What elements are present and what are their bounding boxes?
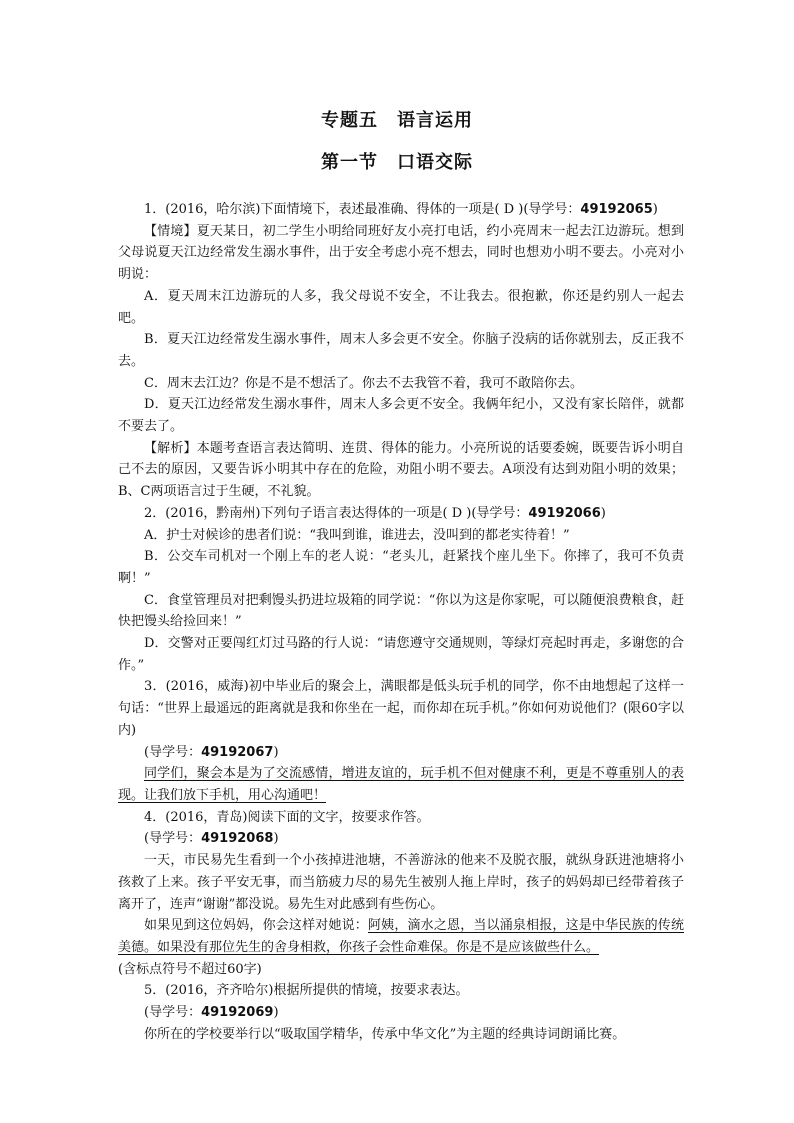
question-1-context: 【情境】夏天某日，初二学生小明给同班好友小亮打电话，约小亮周末一起去江边游玩。想到父母说夏天江边经常发生溺水事件，出于安全考虑小亮不想去，同时也想劝小明不要去。小亮对小明说：	[118, 223, 684, 283]
question-3-guide: (导学号：49192067)	[144, 744, 279, 760]
question-1-option-c: C．周末去江边？你是不是不想活了。你去不去我管不着，我可不敢陪你去。	[144, 375, 583, 391]
question-1-option-b: B．夏天江边经常发生溺水事件，周末人多会更不安全。你脑子没病的话你就别去，反正我不去。	[118, 332, 684, 369]
question-4-answer: 阿姨，滴水之恩，当以涌泉相报，这是中华民族的传统美德。如果没有那位先生的舍身相救，你孩子会性命难保。你是不是应该做些什么。	[118, 918, 684, 955]
question-2-option-c: C．食堂管理员对把剩馒头扔进垃圾箱的同学说：“你以为这是你家呢，可以随便浪费粮食，赶快把馒头给捡回来！”	[118, 592, 684, 630]
question-3-stem: 3．(2016，威海)初中毕业后的聚会上，满眼都是低头玩手机的同学，你不由地想起了这样一句话：“世界上最遥远的距离就是我和你坐在一起，而你却在玩手机。”你如何劝说他们？(限60字以内)	[118, 679, 684, 738]
guide-code: 49192065	[580, 202, 653, 217]
question-2-option-d: D．交警对正要闯红灯过马路的行人说：“请您遵守交通规则，等绿灯亮起时再走，多谢您的合作。”	[118, 636, 684, 673]
guide-code: 49192068	[201, 831, 274, 847]
document-body	[118, 199, 684, 1045]
question-4-note: (含标点符号不超过60字)	[118, 961, 262, 977]
question-5-stem: 5．(2016，齐齐哈尔)根据所提供的情境，按要求表达。	[144, 983, 469, 999]
question-4-prompt: 如果见到这位妈妈，你会这样对她说：	[144, 918, 368, 934]
question-5-guide: (导学号：49192069)	[144, 1005, 279, 1021]
question-1-option-a: A．夏天周末江边游玩的人多，我父母说不安全，不让我去。很抱歉，你还是约别人一起去吧。	[118, 288, 684, 326]
question-4-stem: 4．(2016，青岛)阅读下面的文字，按要求作答。	[144, 809, 430, 825]
question-2-stem: 2．(2016，黔南州)下列句子语言表达得体的一项是( D )(导学号：49192066)	[144, 505, 606, 521]
guide-code: 49192067	[201, 744, 274, 760]
question-2-option-a: A．护士对候诊的患者们说：“我叫到谁，谁进去，没叫到的都老实待着！”	[144, 527, 570, 543]
guide-code: 49192069	[201, 1005, 274, 1021]
question-4-passage: 一天，市民易先生看到一个小孩掉进池塘，不善游泳的他来不及脱衣服，就纵身跃进池塘将小孩救了上来。孩子平安无事，而当筋疲力尽的易先生被别人拖上岸时，孩子的妈妈却已经带着孩子离开了，连声“谢谢”都没说。易先生对此感到有些伤心。	[118, 853, 684, 912]
question-1-analysis: 【解析】本题考查语言表达简明、连贯、得体的能力。小亮所说的话要委婉，既要告诉小明自己不去的原因，又要告诉小明其中存在的危险，劝阻小明不要去。A项没有达到劝阻小明的效果；B、C两项语言过于生硬，不礼貌。	[118, 440, 684, 500]
question-2-option-b: B．公交车司机对一个刚上车的老人说：“老头儿，赶紧找个座儿坐下。你摔了，我可不负责啊！”	[118, 549, 684, 586]
question-5-context: 你所在的学校要举行以“吸取国学精华，传承中华文化”为主题的经典诗词朗诵比赛。	[144, 1026, 626, 1042]
question-1-option-d: D．夏天江边经常发生溺水事件，周末人多会更不安全。我俩年纪小，又没有家长陪伴，就都不要去了。	[118, 397, 684, 435]
question-4-guide: (导学号：49192068)	[144, 831, 279, 847]
section-title: 专题五 语言运用	[321, 110, 473, 131]
section-subtitle: 第一节 口语交际	[321, 152, 473, 173]
question-3-answer: 同学们，聚会本是为了交流感情，增进友谊的，玩手机不但对健康不利，更是不尊重别人的表现。让我们放下手机，用心沟通吧！	[118, 766, 684, 803]
guide-code: 49192066	[528, 505, 601, 521]
question-1-stem: 1．(2016，哈尔滨)下面情境下，表述最准确、得体的一项是( D )(导学号：49192065)	[144, 202, 658, 217]
question-4-response	[118, 915, 684, 958]
